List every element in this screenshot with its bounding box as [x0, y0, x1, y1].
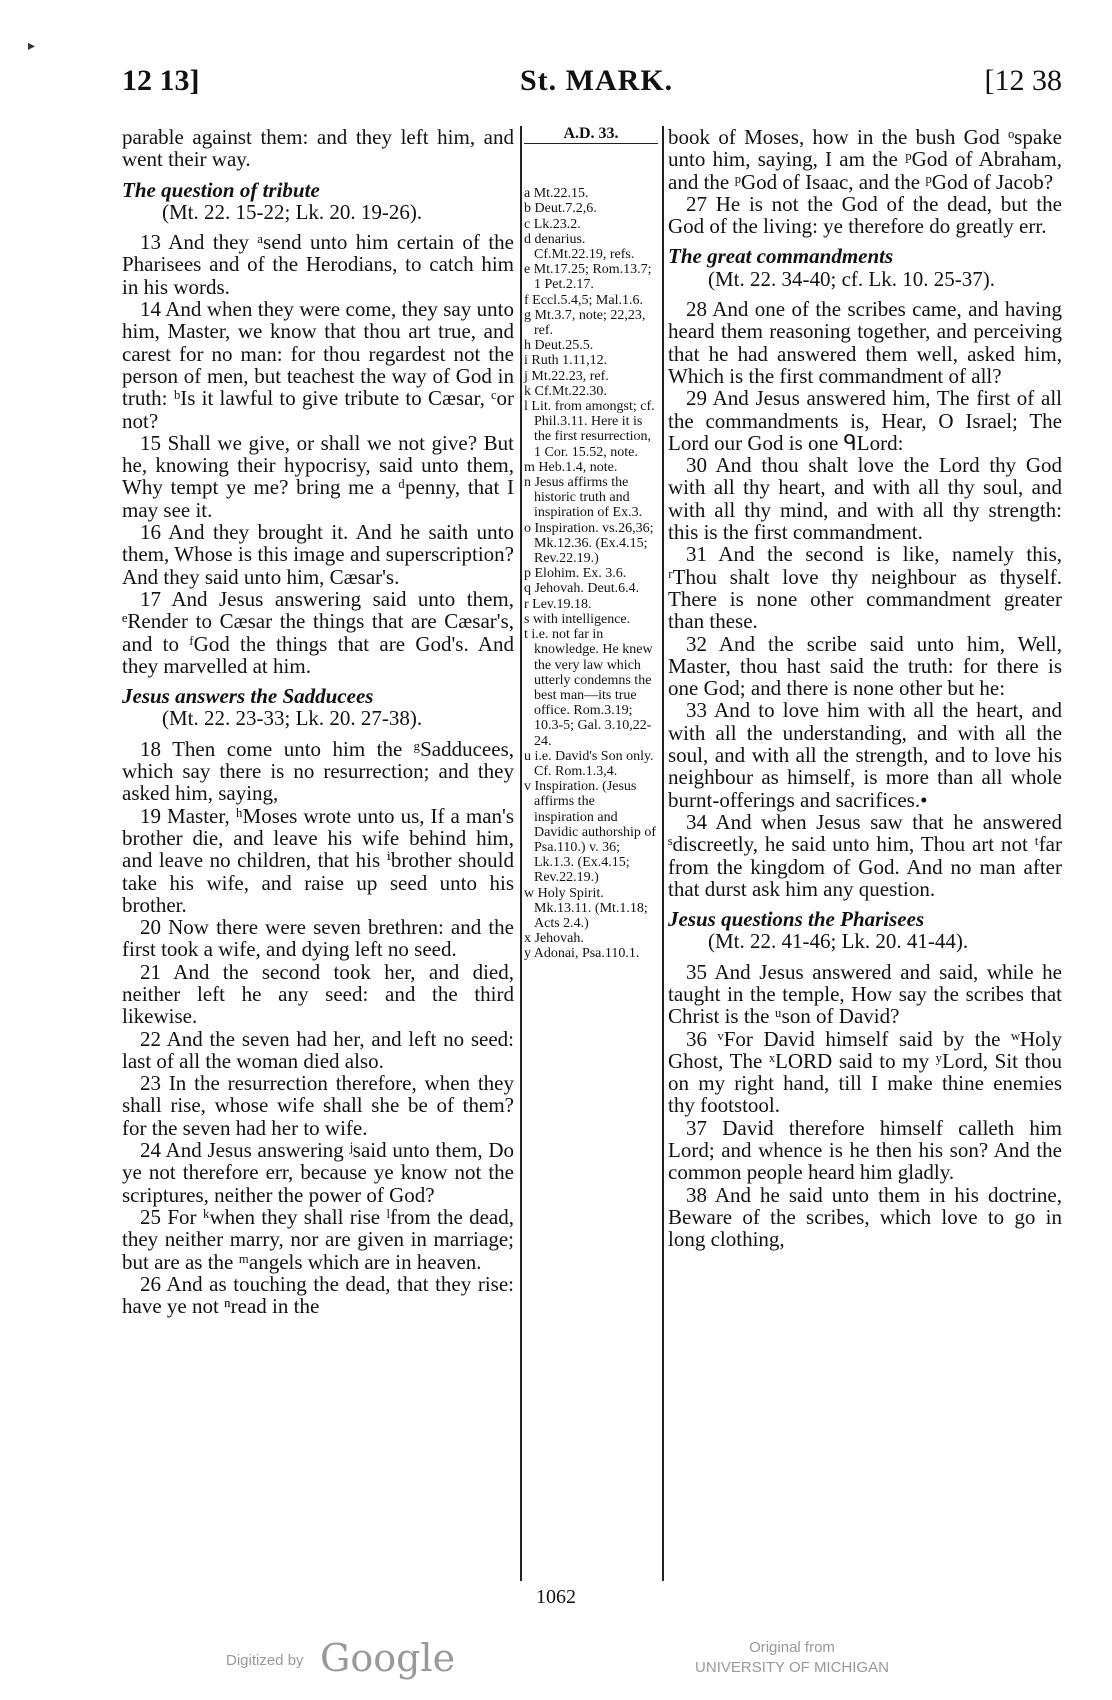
- digitized-by-label: Digitized by: [226, 1652, 304, 1669]
- verse: 22 And the seven had her, and left no seed: last of all the woman died also.: [122, 1026, 514, 1073]
- margin-date: A.D. 33.: [524, 126, 658, 144]
- margin-reference-note: o Inspiration. vs.26,36; Mk.12.36. (Ex.4.15; Rev.22.19.): [524, 520, 654, 567]
- section-heading-reference: (Mt. 22. 23-33; Lk. 20. 27-38).: [162, 706, 423, 731]
- margin-reference-note: n Jesus affirms the historic truth and inspiration of Ex.3.: [524, 475, 643, 521]
- verse: 23 In the resurrection therefore, when they shall rise, whose wife shall she be of them? for the seven had her to wife.: [122, 1071, 514, 1140]
- verse: 32 And the scribe said unto him, Well, Master, thou hast said the truth: for there is one God; and there is none other but he:: [668, 631, 1062, 701]
- margin-reference-note: l Lit. from amongst; cf. Phil.3.11. Here it is the first resurrection, 1 Cor. 15.52, note.: [524, 399, 655, 460]
- margin-reference-note: j Mt.22.23, ref.: [524, 368, 609, 384]
- margin-reference-note: t i.e. not far in knowledge. He knew the very law which utterly condemns the best man—its true office. Rom.3.19; 10.3-5; Gal. 3.10,22-24.: [524, 627, 653, 749]
- verse: 29 And Jesus answered him, The first of all the commandments is, Hear, O Israel; The Lord our God is one ᑫLord:: [668, 386, 1062, 455]
- verse: 36 ᵛFor David himself said by the ʷHoly Ghost, The ˣLORD said to my ʸLord, Sit thou on my right hand, till I make thine enemies thy footstool.: [668, 1026, 1062, 1118]
- margin-reference-note: r Lev.19.18.: [524, 596, 592, 612]
- left-text-column: [122, 126, 514, 1317]
- library-name: UNIVERSITY OF MICHIGAN: [695, 1659, 889, 1676]
- verse: 28 And one of the scribes came, and having heard them reasoning together, and perceiving that he had answered them well, asked him, Which is the first commandment of all?: [668, 297, 1062, 388]
- verse: 14 And when they were come, they say unto him, Master, we know that thou art true, and carest for no man: for thou regardest not the person of men, but teachest the way of God in truth: ᵇIs it lawful to give tribute to Cæsar, ᶜor not?: [122, 297, 514, 433]
- verse: 27 He is not the God of the dead, but the God of the living: ye therefore do greatly err.: [668, 191, 1062, 239]
- verse: 20 Now there were seven brethren: and the first took a wife, and dying left no seed.: [122, 915, 514, 962]
- margin-notes-list: [524, 186, 658, 961]
- scan-corner-mark: ▸: [28, 39, 36, 54]
- margin-references-column: [524, 126, 658, 962]
- verse: 38 And he said unto them in his doctrine, Beware of the scribes, which love to go in long clothing,: [668, 1182, 1062, 1252]
- section-heading: The great commandments: [668, 244, 894, 269]
- section-heading: The question of tribute: [122, 177, 320, 202]
- page-number: 1062: [536, 1586, 576, 1608]
- original-from-label: Original from: [749, 1639, 835, 1656]
- verse: 34 And when Jesus saw that he answered ˢdiscreetly, he said unto him, Thou art not ᵗfar from the kingdom of God. And no man after that durst ask him any question.: [668, 809, 1062, 901]
- margin-reference-note: k Cf.Mt.22.30.: [524, 383, 607, 399]
- margin-reference-note: c Lk.23.2.: [524, 216, 581, 232]
- margin-reference-note: i Ruth 1.11,12.: [524, 353, 608, 369]
- verse: 30 And thou shalt love the Lord thy God with all thy heart, and with all thy soul, and with all thy mind, and with all thy strength: this is the first commandment.: [668, 453, 1062, 545]
- running-head-book-title: St. MARK.: [520, 64, 674, 97]
- section-heading: Jesus questions the Pharisees: [668, 907, 925, 932]
- verse: 33 And to love him with all the heart, and with all the understanding, and with all the soul, and with all the strength, and to love his neighbour as himself, is more than all whole burnt-offerings and sacrifices.•: [668, 698, 1062, 812]
- original-source-credit: [672, 1638, 912, 1678]
- margin-reference-note: a Mt.22.15.: [524, 186, 589, 202]
- verse: 21 And the second took her, and died, neither left he any seed: and the third likewise.: [122, 959, 514, 1029]
- section-heading-reference: (Mt. 22. 41-46; Lk. 20. 41-44).: [708, 929, 969, 954]
- running-head: [122, 64, 1062, 104]
- margin-reference-note: y Adonai, Psa.110.1.: [524, 946, 640, 962]
- column-rule-right: [662, 126, 664, 1581]
- verse: 37 David therefore himself calleth him Lord; and whence is he then his son? And the common people heard him gladly.: [668, 1115, 1062, 1185]
- margin-reference-note: w Holy Spirit. Mk.13.11. (Mt.1.18; Acts 2.4.): [524, 885, 648, 931]
- section-heading-reference: (Mt. 22. 15-22; Lk. 20. 19-26).: [162, 199, 423, 224]
- section-heading-reference: (Mt. 22. 34-40; cf. Lk. 10. 25-37).: [708, 266, 995, 291]
- column-rule-left: [520, 126, 522, 1581]
- verse: 15 Shall we give, or shall we not give? But he, knowing their hypocrisy, said unto them, Why tempt ye me? bring me a ᵈpenny, that I may see it.: [122, 430, 514, 522]
- margin-reference-note: p Elohim. Ex. 3.6.: [524, 566, 627, 582]
- margin-reference-note: b Deut.7.2,6.: [524, 201, 597, 217]
- verse: 35 And Jesus answered and said, while he taught in the temple, How say the scribes that Christ is the ᵘson of David?: [668, 959, 1062, 1029]
- margin-reference-note: d denarius. Cf.Mt.22.19, refs.: [524, 231, 635, 263]
- continued-text: book of Moses, how in the bush God ᵒspake unto him, saying, I am the ᵖGod of Abraham, and the ᵖGod of Isaac, and the ᵖGod of Jacob?: [668, 125, 1062, 194]
- section-heading: Jesus answers the Sadducees: [122, 684, 374, 709]
- running-head-left: 12 13]: [122, 64, 200, 97]
- verse: 13 And they ᵃsend unto him certain of the Pharisees and of the Herodians, to catch him in his words.: [122, 230, 514, 299]
- margin-reference-note: m Heb.1.4, note.: [524, 459, 618, 475]
- margin-reference-note: e Mt.17.25; Rom.13.7; 1 Pet.2.17.: [524, 262, 652, 293]
- right-text-column: [668, 126, 1062, 1251]
- running-head-right: [12 38: [984, 64, 1062, 97]
- margin-reference-note: x Jehovah.: [524, 931, 584, 947]
- margin-reference-note: g Mt.3.7, note; 22,23, ref.: [524, 307, 646, 339]
- verse: 19 Master, ʰMoses wrote unto us, If a man's brother die, and leave his wife behind him, and leave no children, that his ⁱbrother should take his wife, and raise up seed unto his brother.: [122, 803, 514, 917]
- verse: 26 And as touching the dead, that they rise: have ye not ⁿread in the: [122, 1271, 514, 1319]
- verse: 18 Then come unto him the ᵍSadducees, which say there is no resurrection; and they asked him, saying,: [122, 736, 514, 806]
- margin-reference-note: h Deut.25.5.: [524, 338, 594, 354]
- margin-reference-note: s with intelligence.: [524, 611, 631, 627]
- google-logo: Google: [320, 1636, 456, 1680]
- verse: 25 For ᵏwhen they shall rise ˡfrom the dead, they neither marry, nor are given in marriage; but are as the ᵐangels which are in heaven.: [122, 1204, 514, 1274]
- verse: 24 And Jesus answering ʲsaid unto them, Do ye not therefore err, because ye know not the scriptures, neither the power of God?: [122, 1138, 514, 1207]
- verse: 31 And the second is like, namely this, ʳThou shalt love thy neighbour as thyself. There is none other commandment greater than these.: [668, 542, 1062, 634]
- margin-reference-note: q Jehovah. Deut.6.4.: [524, 581, 640, 597]
- verse: 16 And they brought it. And he saith unto them, Whose is this image and superscription? And they said unto him, Cæsar's.: [122, 520, 514, 589]
- margin-reference-note: f Eccl.5.4,5; Mal.1.6.: [524, 292, 643, 308]
- verse: 17 And Jesus answering said unto them, ᵉRender to Cæsar the things that are Cæsar's, and to ᶠGod the things that are God's. And they marvelled at him.: [122, 586, 514, 678]
- margin-reference-note: u i.e. David's Son only. Cf. Rom.1.3,4.: [524, 748, 654, 779]
- continued-text: parable against them: and they left him, and went their way.: [122, 125, 514, 172]
- margin-reference-note: v Inspiration. (Jesus affirms the inspiration and Davidic authorship of Psa.110.) v. 36; Lk.1.3. (Ex.4.15; Rev.22.19.): [524, 779, 657, 886]
